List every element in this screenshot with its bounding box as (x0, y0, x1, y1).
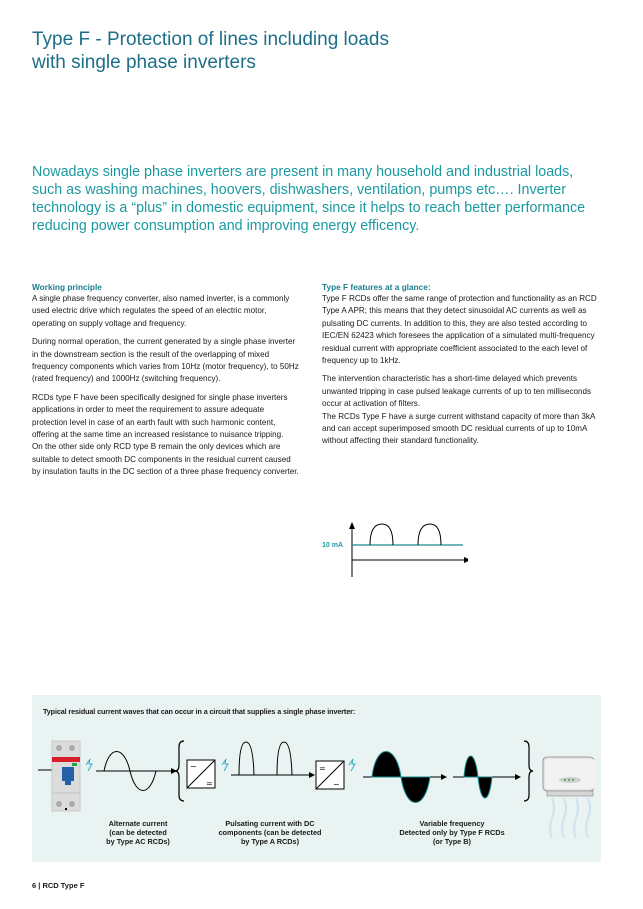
section-name: RCD Type F (42, 881, 85, 890)
paragraph: On the other side only RCD type B remain the only devices which are suitable to detect smooth DC components in the residual current caused by insulation faults in the DC section of a three phase frequency converter. (32, 442, 299, 477)
paragraph: Type F RCDs offer the same range of protection and functionality as an RCD Type A APR; this means that they detect sinusoidal AC currents as well as pulsating DC currents. In addition to this, they are also tested according to IEC/EN 62423 which foresees the application of a simulated multi-frequency residual current with appropriate coefficient associated to the each level of frequency up to 1kHz. (322, 294, 597, 366)
paragraph: During normal operation, the current generated by a single phase inverter in the downstream section is the result of the overlapping of mixed frequency components which varies from 10Hz (motor frequency), to 50Hz (rated frequency) and 1000Hz (switching frequency). (32, 337, 299, 384)
paragraph: RCDs type F have been specifically designed for single phase inverters applications in order to meet the requirement to assure adequate protection level in case of an earth fault with such harmonic content, offering at the same time an increased resistance to nuisance tripping. (32, 392, 288, 440)
caption-ac: Alternate current (can be detected by Type AC RCDs) (106, 819, 170, 846)
svg-text:~: ~ (190, 762, 197, 771)
dc-ac-converter-icon (316, 761, 344, 789)
features-column (322, 281, 600, 454)
paragraph: The intervention characteristic has a short-time delayed which prevents unwanted tripping in case pulsed leakage currents of up to ten milliseconds occur at activation of filters. (322, 374, 592, 409)
pulsed-current-graph (318, 520, 468, 580)
working-principle-column (32, 281, 300, 485)
title-line-1: Type F - Protection of lines including loads (32, 29, 389, 50)
paragraph: The RCDs Type F have a surge current withstand capacity of more than 3kA and can accept superimposed smooth DC residual currents of up to 10mA without affecting their standard functionality. (322, 411, 595, 446)
page-number: 6 (32, 881, 37, 890)
ac-dc-converter-icon (187, 760, 215, 788)
svg-text:~: ~ (333, 780, 340, 789)
working-principle-heading: Working principle (32, 282, 102, 292)
features-heading: Type F features at a glance: (322, 282, 431, 292)
air-conditioner-icon (543, 757, 595, 838)
residual-current-waves-panel (32, 695, 601, 862)
svg-text:=: = (319, 764, 326, 773)
rcd-breaker-icon (38, 741, 80, 811)
page-footer: 6 | RCD Type F (32, 881, 85, 890)
graph-10ma-label: 10 mA (322, 542, 344, 549)
intro-paragraph: Nowadays single phase inverters are present in many household and industrial loads, such as washing machines, hoovers, dishwashers, ventilation, pumps etc…. Inverter technology is a “plus” in domestic equipment, since it helps to reach better performance reducing power consumption and improving energy efficency. (32, 164, 586, 234)
caption-variable-frequency: Variable frequency Detected only by Type F RCDs (or Type B) (399, 819, 505, 846)
svg-text:=: = (206, 779, 213, 788)
page-title (32, 28, 452, 74)
panel-title: Typical residual current waves that can occur in a circuit that supplies a single phase inverter: (43, 707, 356, 716)
caption-pulsating: Pulsating current with DC components (can be detected by Type A RCDs) (218, 819, 322, 846)
paragraph: A single phase frequency converter, also named inverter, is a commonly used electric drive which regulates the speed of an electric motor, operating on supply voltage and frequency. (32, 294, 290, 328)
title-line-2: with single phase inverters (32, 52, 256, 73)
